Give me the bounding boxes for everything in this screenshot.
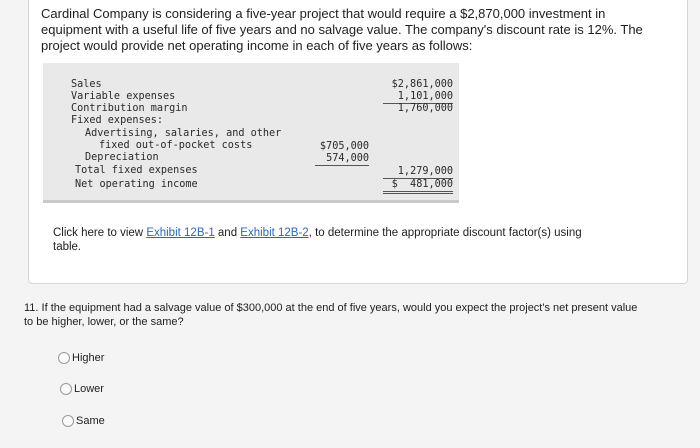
option-same-label: Same — [76, 415, 105, 427]
exhibit-note — [53, 226, 653, 254]
question-text — [24, 301, 694, 329]
exhibit-note-middle: and — [214, 227, 241, 239]
income-statement-table — [43, 63, 459, 203]
total-fixed-label: Total fixed expenses — [75, 165, 198, 176]
radio-lower[interactable] — [60, 383, 72, 395]
advertising-value: $705,000 — [319, 141, 369, 152]
fixed-expenses-label: Fixed expenses: — [71, 115, 164, 126]
intro-line-3: project would provide net operating income in each of five years as follows: — [41, 38, 473, 53]
contribution-margin-value: 1,760,000 — [397, 103, 453, 114]
net-operating-income-value: $ 481,000 — [383, 179, 453, 194]
exhibit-note-suffix: , to determine the appropriate discount factor(s) using — [308, 227, 582, 239]
question-line-1: 11. If the equipment had a salvage value of $300,000 at the end of five years, would you expect the project's net present value — [24, 302, 638, 314]
contribution-margin-label: Contribution margin — [71, 103, 188, 114]
depreciation-value: 574,000 — [315, 153, 369, 166]
exhibit-12b-2-link[interactable]: Exhibit 12B-2 — [240, 227, 309, 239]
option-lower[interactable] — [60, 383, 104, 395]
radio-higher[interactable] — [58, 352, 70, 364]
option-higher-label: Higher — [72, 352, 105, 364]
variable-expenses-label: Variable expenses — [71, 91, 176, 102]
option-higher[interactable] — [58, 352, 104, 364]
radio-same[interactable] — [62, 415, 74, 427]
sales-value: $2,861,000 — [391, 79, 453, 90]
exhibit-note-line-2: table. — [53, 241, 82, 253]
depreciation-label: Depreciation — [85, 152, 159, 163]
option-same[interactable] — [62, 415, 105, 427]
total-fixed-value: 1,279,000 — [383, 166, 453, 179]
sales-label: Sales — [71, 79, 102, 90]
option-lower-label: Lower — [74, 383, 104, 395]
intro-line-2: equipment with a useful life of five years and no salvage value. The company's discount rate is 12%. The — [41, 22, 643, 37]
variable-expenses-value: 1,101,000 — [383, 91, 453, 104]
exhibit-note-prefix: Click here to view — [53, 227, 147, 239]
problem-intro — [41, 6, 671, 54]
advertising-label-1: Advertising, salaries, and other — [85, 128, 282, 139]
question-line-2: to be higher, lower, or the same? — [24, 316, 184, 328]
exhibit-12b-1-link[interactable]: Exhibit 12B-1 — [146, 227, 215, 239]
problem-card — [28, 0, 688, 284]
advertising-label-2: fixed out-of-pocket costs — [99, 140, 253, 151]
intro-line-1: Cardinal Company is considering a five-year project that would require a $2,870,000 investment in — [41, 6, 606, 21]
net-operating-income-label: Net operating income — [75, 179, 198, 190]
